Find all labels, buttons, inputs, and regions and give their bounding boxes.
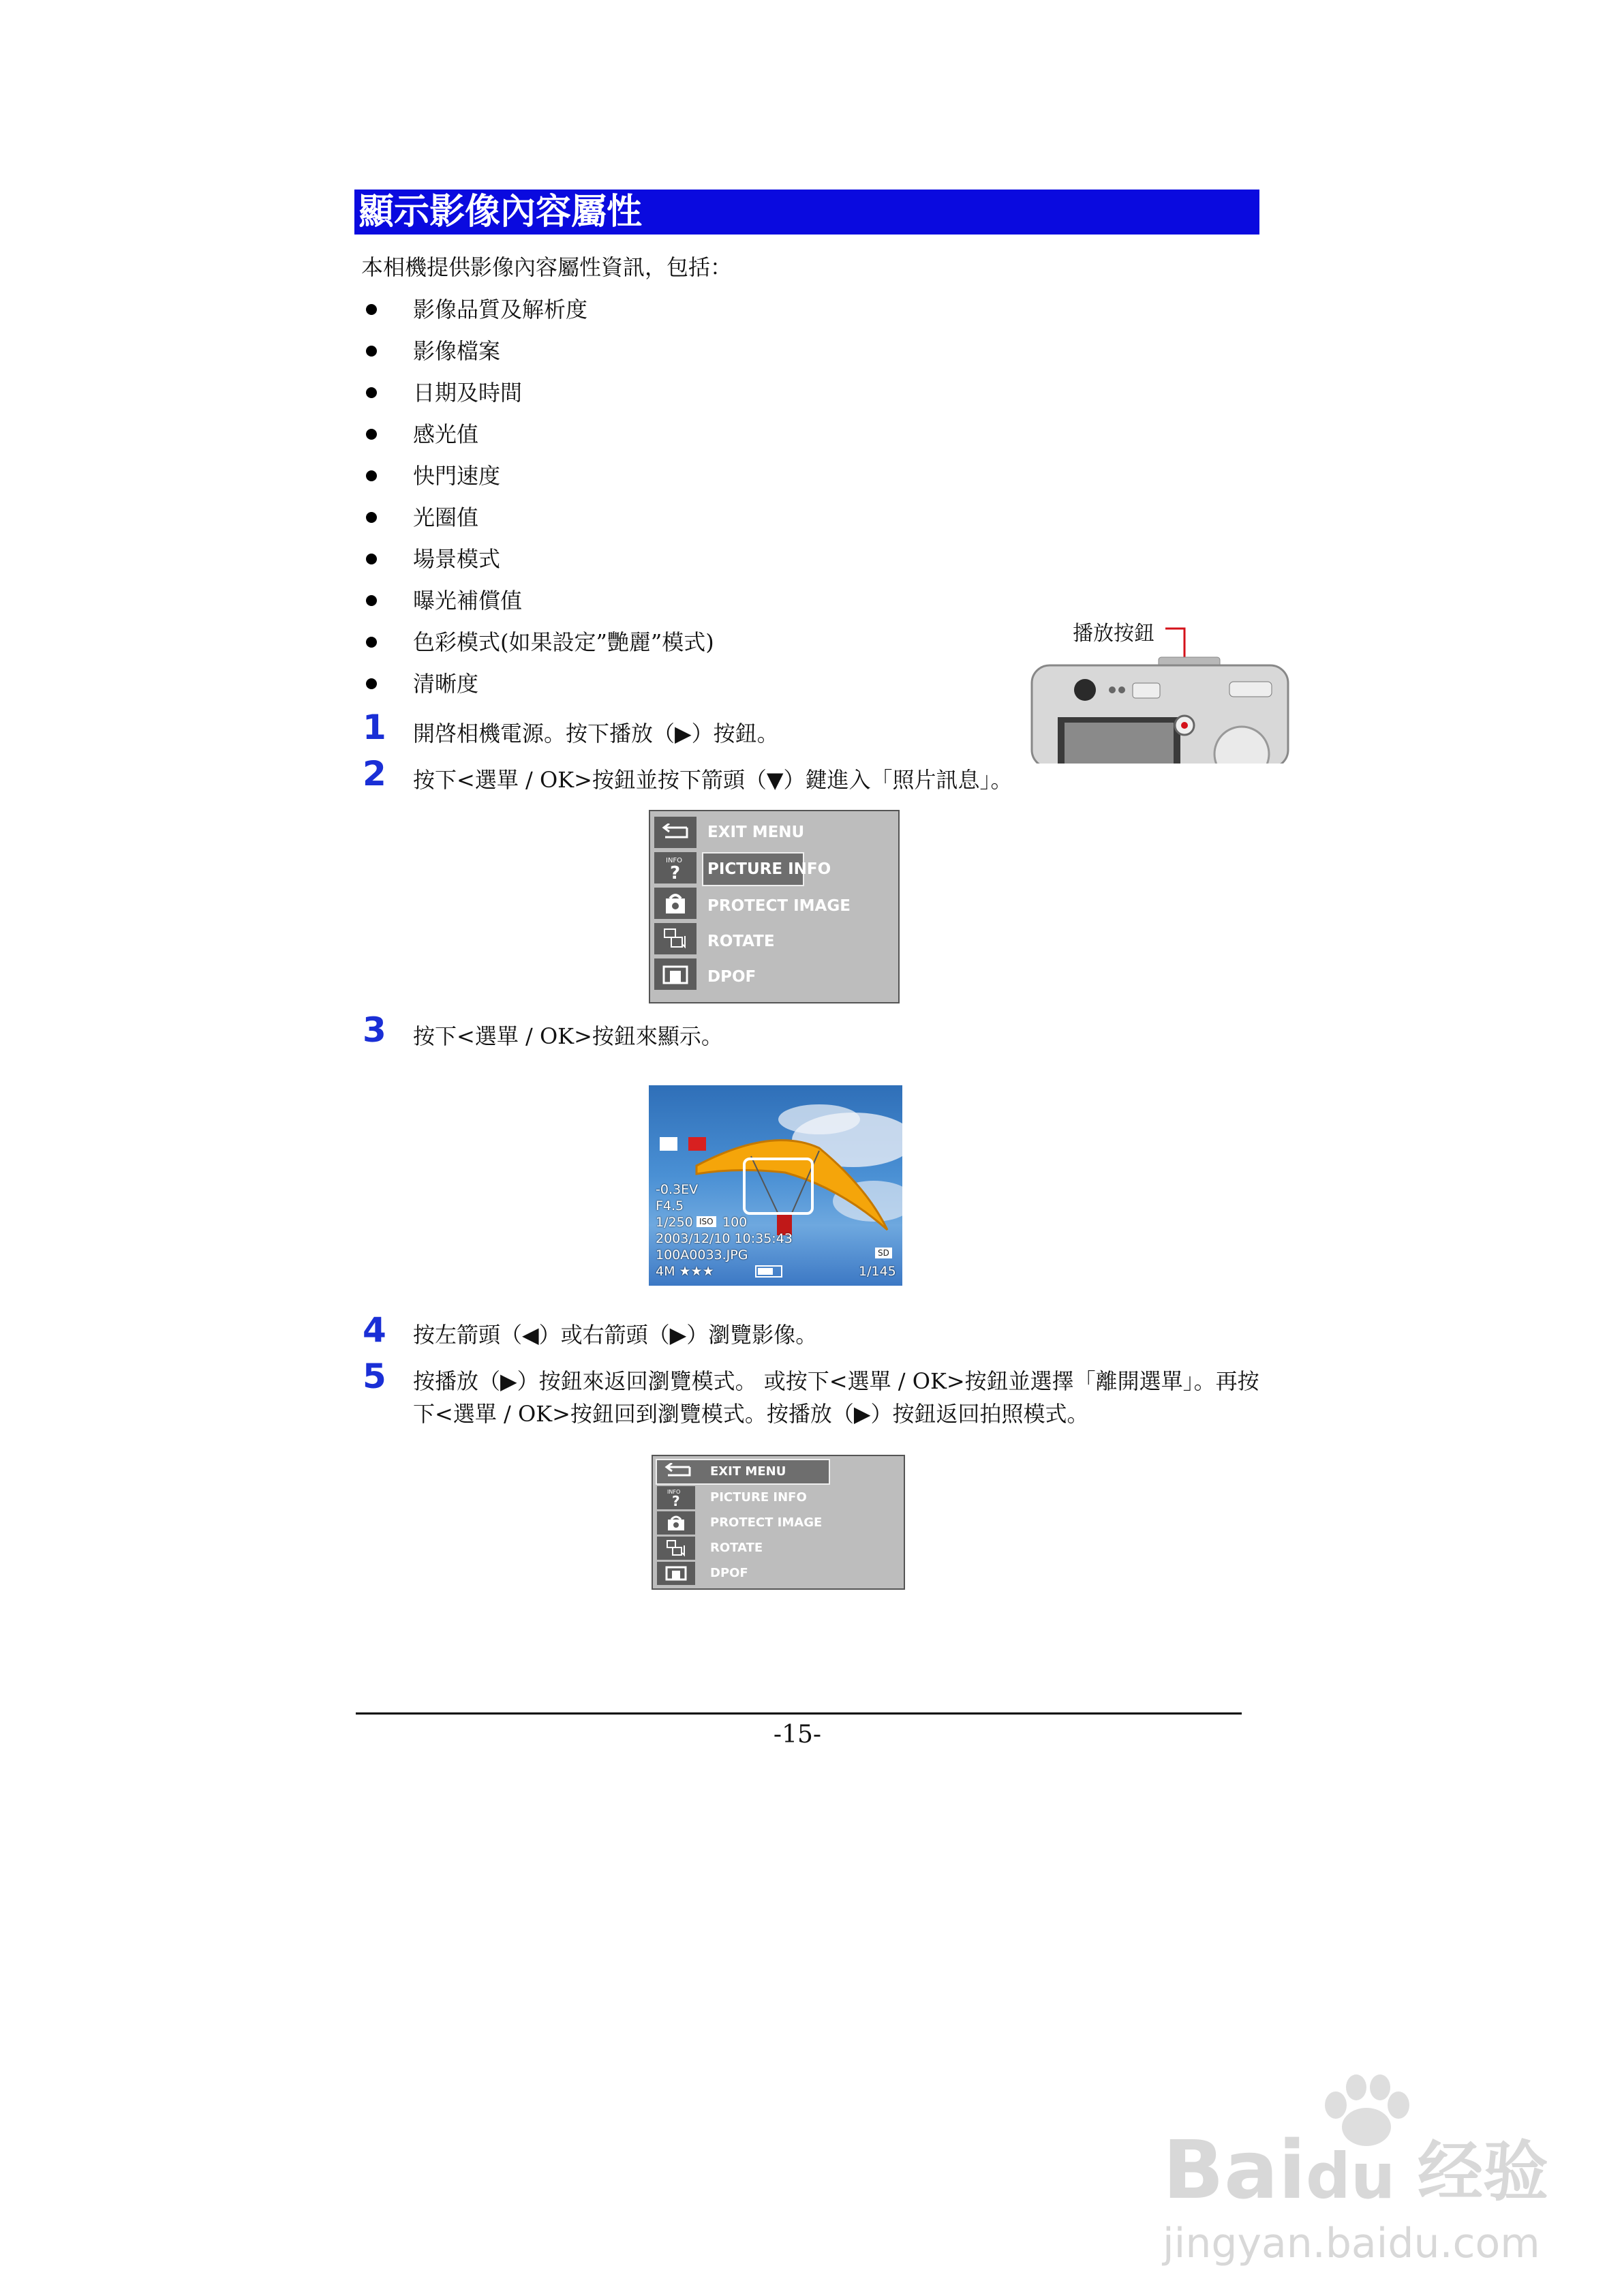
return-arrow-icon [661, 1463, 694, 1482]
bullet-dot [366, 346, 377, 357]
svg-text:INFO: INFO [667, 1489, 681, 1495]
bullet-dot [366, 429, 377, 440]
dpof-icon [657, 1562, 695, 1585]
bullet-dot [366, 554, 377, 564]
iso-badge: ISO [697, 1216, 716, 1227]
list-item: 影像品質及解析度 [413, 297, 588, 322]
step-text: 按下<選單 / OK>按鈕並按下箭頭（▼）鍵進入「照片訊息」。 [413, 767, 1013, 793]
menu-item-picture-info[interactable]: PICTURE INFO [707, 860, 831, 878]
bullet-dot [366, 304, 377, 315]
bullet-dot [366, 512, 377, 523]
menu-item-protect[interactable]: PROTECT IMAGE [710, 1515, 823, 1530]
list-item: 清晰度 [413, 671, 479, 697]
playback-menu [649, 810, 900, 1003]
bullet-dot [366, 595, 377, 606]
list-item: 日期及時間 [413, 380, 523, 406]
bullet-dot [366, 470, 377, 481]
step-number: 1 [363, 708, 386, 747]
step-text: 按播放（▶）按鈕來返回瀏覽模式。 或按下<選單 / OK>按鈕並選擇「離開選單」。再按 [413, 1368, 1259, 1394]
osd-quality: 4M ★★★ [656, 1264, 714, 1279]
camera-label: 播放按鈕 [1073, 622, 1154, 646]
watermark-brand [1163, 2123, 1396, 2221]
osd-iso: 100 [722, 1215, 748, 1230]
osd-datetime: 2003/12/10 10:35:43 [656, 1231, 793, 1246]
protect-icon [654, 888, 697, 919]
watermark-jingyan: 经验 [1418, 2134, 1548, 2210]
svg-text:?: ? [672, 1493, 680, 1508]
menu-item-exit[interactable]: EXIT MENU [707, 824, 805, 841]
svg-text:INFO: INFO [666, 857, 683, 864]
step-text: 下<選單 / OK>按鈕回到瀏覽模式。按播放（▶）按鈕返回拍照模式。 [413, 1401, 1089, 1427]
info-icon [654, 852, 697, 883]
list-item: 色彩模式(如果設定”艷麗”模式) [413, 629, 714, 655]
osd-filename: 100A0033.JPG [656, 1248, 748, 1263]
list-item: 影像檔案 [413, 338, 501, 364]
step-number: 3 [363, 1010, 386, 1050]
list-item: 感光值 [413, 421, 479, 447]
dpof-icon [654, 958, 697, 990]
menu-item-rotate[interactable]: ROTATE [710, 1541, 763, 1555]
bullet-dot [366, 387, 377, 398]
list-item: 光圈值 [413, 504, 479, 530]
osd-shutter: 1/250 [656, 1215, 693, 1230]
watermark-url: jingyan.baidu.com [1163, 2220, 1540, 2267]
menu-item-dpof[interactable]: DPOF [710, 1566, 748, 1580]
bullet-dot [366, 678, 377, 689]
bullet-dot [366, 637, 377, 648]
step-text: 按左箭頭（◀）或右箭頭（▶）瀏覽影像。 [413, 1322, 818, 1348]
rotate-icon [657, 1537, 695, 1560]
step-number: 2 [363, 754, 386, 794]
osd-count: 1/145 [859, 1264, 896, 1279]
watermark-bai: Bai [1163, 2123, 1306, 2217]
battery-icon [755, 1265, 782, 1278]
sd-badge: SD [875, 1248, 892, 1258]
page-title: 顯示影像內容屬性 [354, 190, 1259, 235]
rotate-icon [654, 923, 697, 954]
list-item: 快門速度 [413, 463, 501, 489]
menu-item-exit[interactable]: EXIT MENU [710, 1464, 786, 1479]
footer-rule [356, 1712, 1242, 1715]
step-number: 5 [363, 1357, 386, 1396]
menu-item-rotate[interactable]: ROTATE [707, 933, 775, 950]
intro-text: 本相機提供影像內容屬性資訊，包括： [361, 254, 733, 280]
osd-ev: -0.3EV [656, 1182, 699, 1197]
step-number: 4 [363, 1310, 386, 1350]
menu-item-dpof[interactable]: DPOF [707, 968, 756, 986]
step-text: 按下<選單 / OK>按鈕來顯示。 [413, 1023, 723, 1049]
return-arrow-icon [654, 817, 697, 848]
menu-item-picture-info[interactable]: PICTURE INFO [710, 1490, 807, 1505]
info-icon [657, 1486, 695, 1509]
playback-menu-exit [652, 1455, 905, 1590]
camera-icon [1029, 614, 1302, 764]
page-number: -15- [773, 1721, 822, 1749]
svg-text:?: ? [670, 863, 681, 881]
watermark-du: du [1306, 2140, 1396, 2213]
picture-info-preview [649, 1085, 902, 1286]
osd-aperture: F4.5 [656, 1198, 684, 1213]
step-text: 開啓相機電源。按下播放（▶）按鈕。 [413, 721, 779, 746]
list-item: 曝光補償值 [413, 588, 523, 614]
protect-icon [657, 1511, 695, 1535]
menu-item-protect[interactable]: PROTECT IMAGE [707, 897, 851, 915]
list-item: 場景模式 [413, 546, 501, 572]
